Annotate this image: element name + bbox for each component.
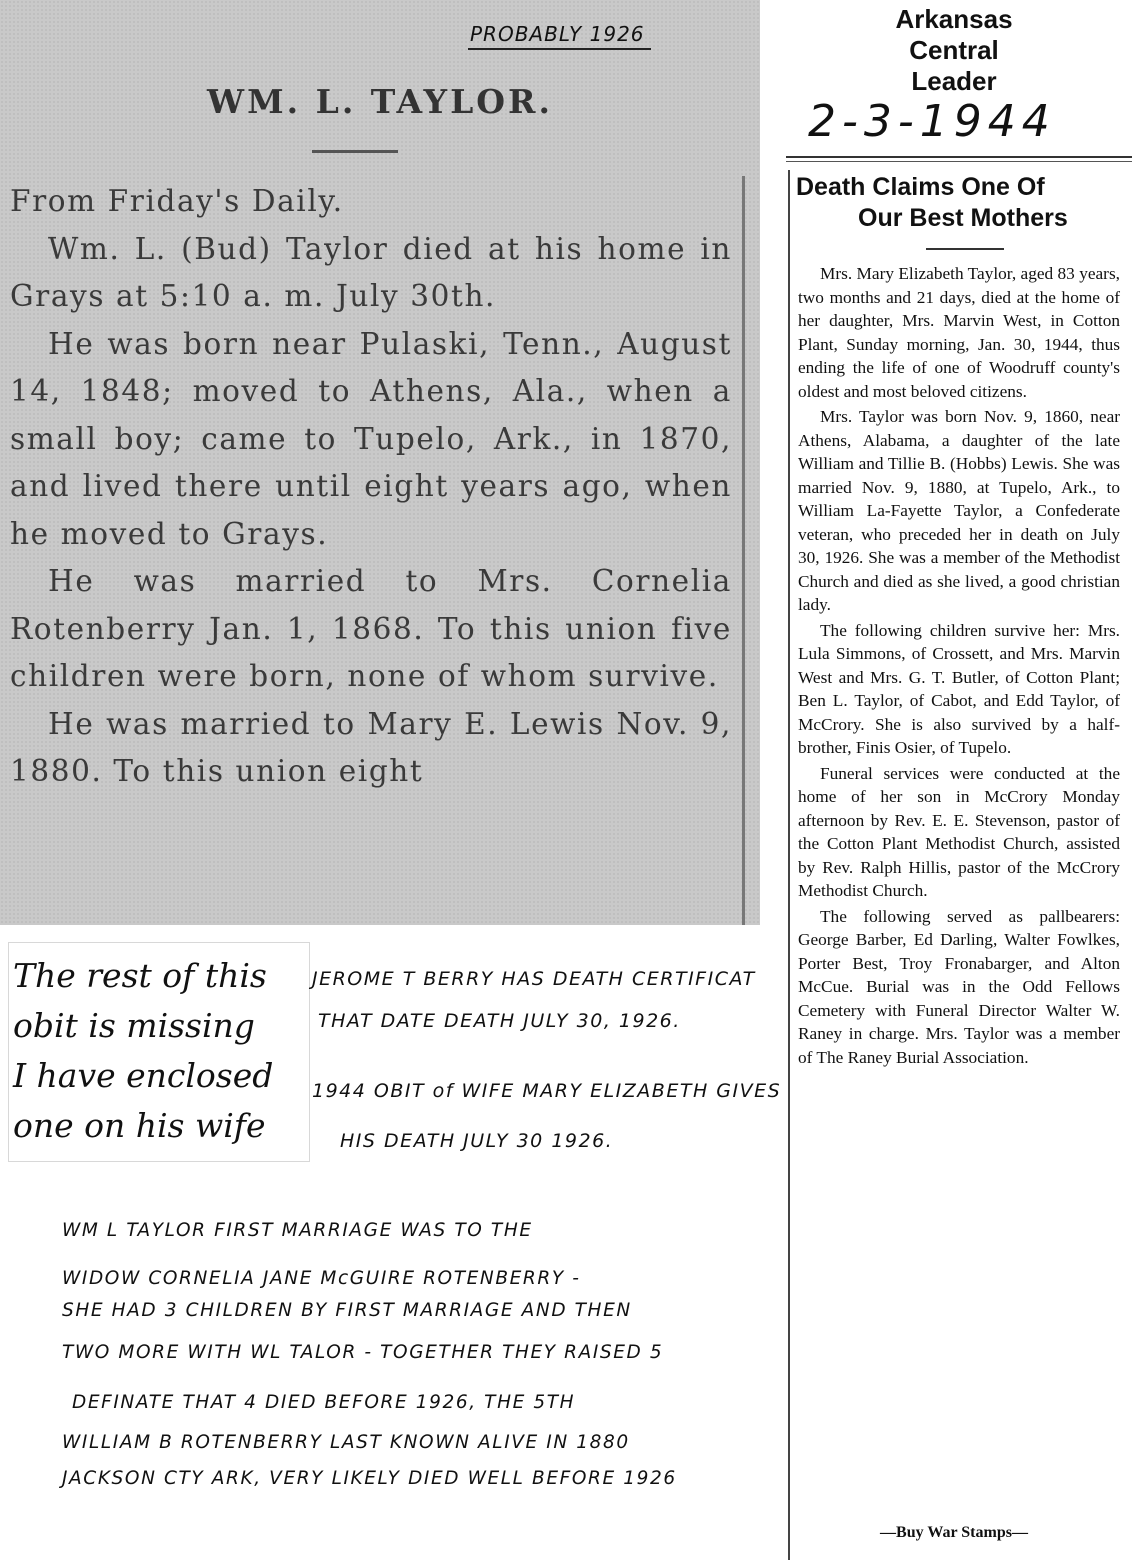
obituary-paragraph: He was married to Mrs. Cornelia Rotenberry Jan. 1, 1868. To this union five children were born, none of whom survive. [10,564,732,693]
headline-line: Our Best Mothers [858,204,1068,232]
handwritten-date: 2-3-1944 [808,96,1056,147]
obituary-paragraph: Mrs. Mary Elizabeth Taylor, aged 83 years, two months and 21 days, died at the home of her daughter, Mrs. Marvin West, in Cotton Plant, Sunday morning, Jan. 30, 1944, thus ending the life of one of Woodruff county's oldest and most beloved citizens. [798,264,1120,401]
obituary-paragraph: He was married to Mary E. Lewis Nov. 9, 1880. To this union eight [10,706,732,788]
cursive-line: The rest of this [13,956,267,995]
newspaper-name [778,4,1130,97]
handwritten-year-note: PROBABLY 1926 [470,22,645,46]
headline-divider [926,248,1004,250]
headline-divider [312,150,398,153]
obituary-headline [796,172,1126,234]
cursive-line: one on his wife [13,1106,266,1145]
obituary-paragraph: The following served as pallbearers: George Barber, Ed Darling, Walter Fowlkes, Porter Best, Troy Fronabarger, and Alton McCue. Burial was in the Odd Fellows Cemetery with Funeral Director Walter W. Raney in charge. Mrs. Taylor was a member of The Raney Burial Association. [798,906,1120,1067]
obituary-body [10,178,732,796]
cursive-line: I have enclosed [13,1056,274,1095]
top-rule [786,156,1132,158]
handwritten-note-line: SHE HAD 3 CHILDREN BY FIRST MARRIAGE AND THEN [62,1300,632,1321]
obituary-paragraph: The following children survive her: Mrs. Lula Simmons, of Crossett, and Mrs. Marvin West and Mrs. G. T. Butler, of Cotton Plant; Ben L. Taylor, of Cabot, and Edd Taylor, of McCrory. She is also survived by a half-brother, Finis Osier, of Tupelo. [798,620,1120,757]
handwritten-note-line: WILLIAM B ROTENBERRY LAST KNOWN ALIVE IN 1880 [62,1432,630,1453]
column-rule [742,176,745,925]
top-rule-secondary [786,161,1132,162]
handwritten-note-line: JACKSON CTY ARK, VERY LIKELY DIED WELL BEFORE 1926 [62,1468,677,1489]
obituary-headline: WM. L. TAYLOR. [207,82,553,121]
obituary-paragraph: Funeral services were conducted at the home of her son in McCrory Monday afternoon by Rev. E. E. Stevenson, pastor of the Cotton Plant Methodist Church, assisted by Rev. Ralph Hillis, pastor of the McCrory Methodist Church. [798,763,1120,900]
newspaper-name-line: Arkansas [895,4,1013,34]
handwritten-note-line: 1944 OBIT of WIFE MARY ELIZABETH GIVES [312,1080,782,1102]
handwritten-note-line: TWO MORE WITH WL TALOR - TOGETHER THEY RAISED 5 [62,1342,664,1363]
handwritten-note-line: HIS DEATH JULY 30 1926. [340,1130,614,1152]
handwritten-cursive-note [8,942,310,1162]
obituary-body [798,262,1120,1071]
obituary-paragraph: Mrs. Taylor was born Nov. 9, 1860, near Athens, Alabama, a daughter of the late William and Tillie B. (Hobbs) Lewis. She was married Nov. 9, 1880, at Tupelo, Ark., to William La-Fayette Taylor, a Confederate veteran, who preceded her in death on July 30, 1926. She was a member of the Methodist Church and died as she lived, a good christian lady. [798,407,1120,614]
obituary-paragraph: He was born near Pulaski, Tenn., August 14, 1848; moved to Athens, Ala., when a small boy; came to Tupelo, Ark., in 1870, and lived there until eight years ago, when he moved to Grays. [10,326,732,551]
obituary-paragraph: Wm. L. (Bud) Taylor died at his home in Grays at 5:10 a. m. July 30th. [10,231,732,313]
headline-line: Death Claims One Of [796,173,1045,201]
handwritten-note-line: WM L TAYLOR FIRST MARRIAGE WAS TO THE [62,1220,533,1241]
handwritten-note-line: WIDOW CORNELIA JANE McGUIRE ROTENBERRY - [62,1268,581,1289]
handwritten-note-line: THAT DATE DEATH JULY 30, 1926. [318,1010,681,1032]
mary-taylor-obituary-clipping [778,0,1142,1561]
war-stamps-footer: —Buy War Stamps— [880,1524,1028,1541]
handwritten-note-line: JEROME T BERRY HAS DEATH CERTIFICAT [312,968,756,990]
cursive-line: obit is missing [13,1006,255,1045]
obituary-subhead: From Friday's Daily. [10,184,344,218]
taylor-obituary-clipping [0,0,760,925]
newspaper-name-line: Leader [911,66,997,96]
newspaper-name-line: Central [909,35,999,65]
column-border [788,170,790,1560]
handwritten-note-line: DEFINATE THAT 4 DIED BEFORE 1926, THE 5TH [72,1392,576,1413]
